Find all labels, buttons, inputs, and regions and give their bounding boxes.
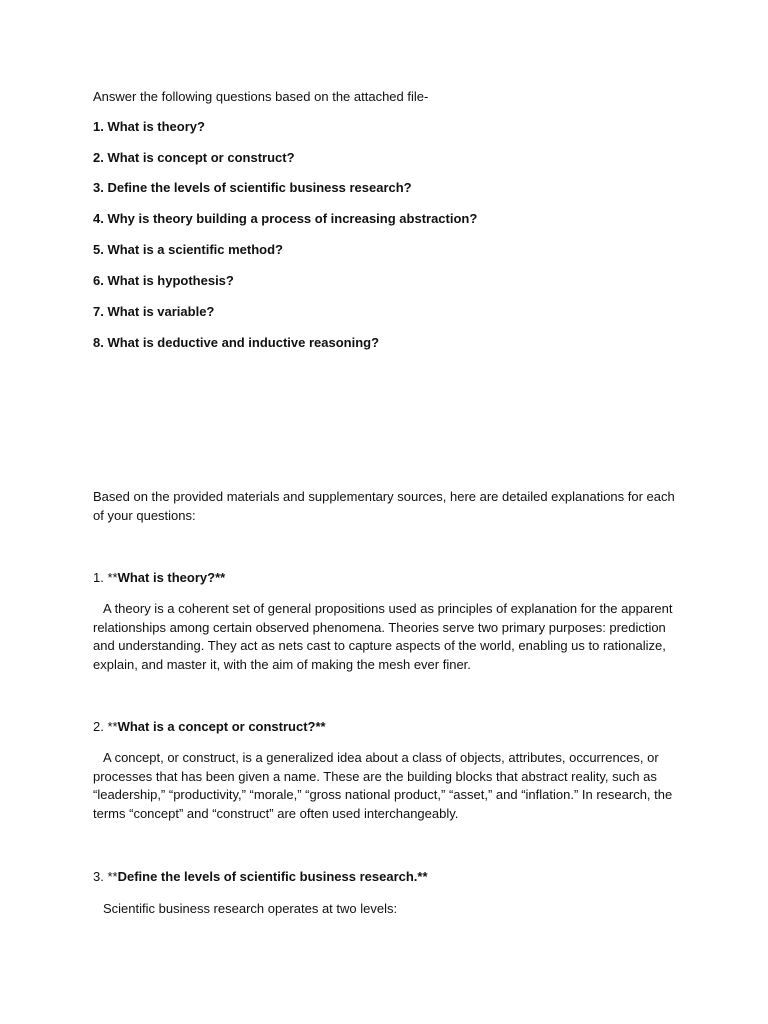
answer-2-title: What is a concept or construct?**: [117, 719, 326, 734]
answer-3-prefix: 3. **: [93, 869, 118, 884]
answer-3-body: Scientific business research operates at two levels:: [103, 901, 398, 916]
answer-1-heading: [93, 569, 225, 587]
question-2: 2. What is concept or construct?: [93, 150, 295, 165]
intro-text: Answer the following questions based on the attached file-: [93, 89, 429, 104]
question-6: 6. What is hypothesis?: [93, 273, 234, 288]
question-1: 1. What is theory?: [93, 119, 205, 134]
answer-2-prefix: 2. **: [93, 719, 118, 734]
answer-2-heading: [93, 718, 326, 736]
question-7: 7. What is variable?: [93, 304, 215, 319]
answer-2-body: A concept, or construct, is a generalized idea about a class of objects, attributes, occurrences, or processes that has been given a name. These are the building blocks that abstract reality, such as “leadership,” “productivity,” “morale,” “gross national product,” “asset,” and “inflation.” In research, the terms “concept” and “construct” are often used interchangeably.: [93, 750, 673, 821]
question-3: 3. Define the levels of scientific business research?: [93, 180, 412, 195]
answer-1-title: What is theory?**: [117, 570, 226, 585]
question-4: 4. Why is theory building a process of increasing abstraction?: [93, 211, 478, 226]
question-5: 5. What is a scientific method?: [93, 242, 283, 257]
answers-intro: Based on the provided materials and supplementary sources, here are detailed explanations for each of your questions:: [93, 489, 675, 523]
answer-3-heading: [93, 868, 428, 886]
answer-1-body: A theory is a coherent set of general propositions used as principles of explanation for the apparent relationships among certain observed phenomena. Theories serve two primary purposes: prediction and understanding. They act as nets cast to capture aspects of the world, enabling us to rationalize, explain, and master it, with the aim of making the mesh ever finer.: [93, 601, 673, 672]
question-8: 8. What is deductive and inductive reasoning?: [93, 335, 380, 350]
answer-1-prefix: 1. **: [93, 570, 118, 585]
answer-3-title: Define the levels of scientific business research.**: [117, 869, 428, 884]
